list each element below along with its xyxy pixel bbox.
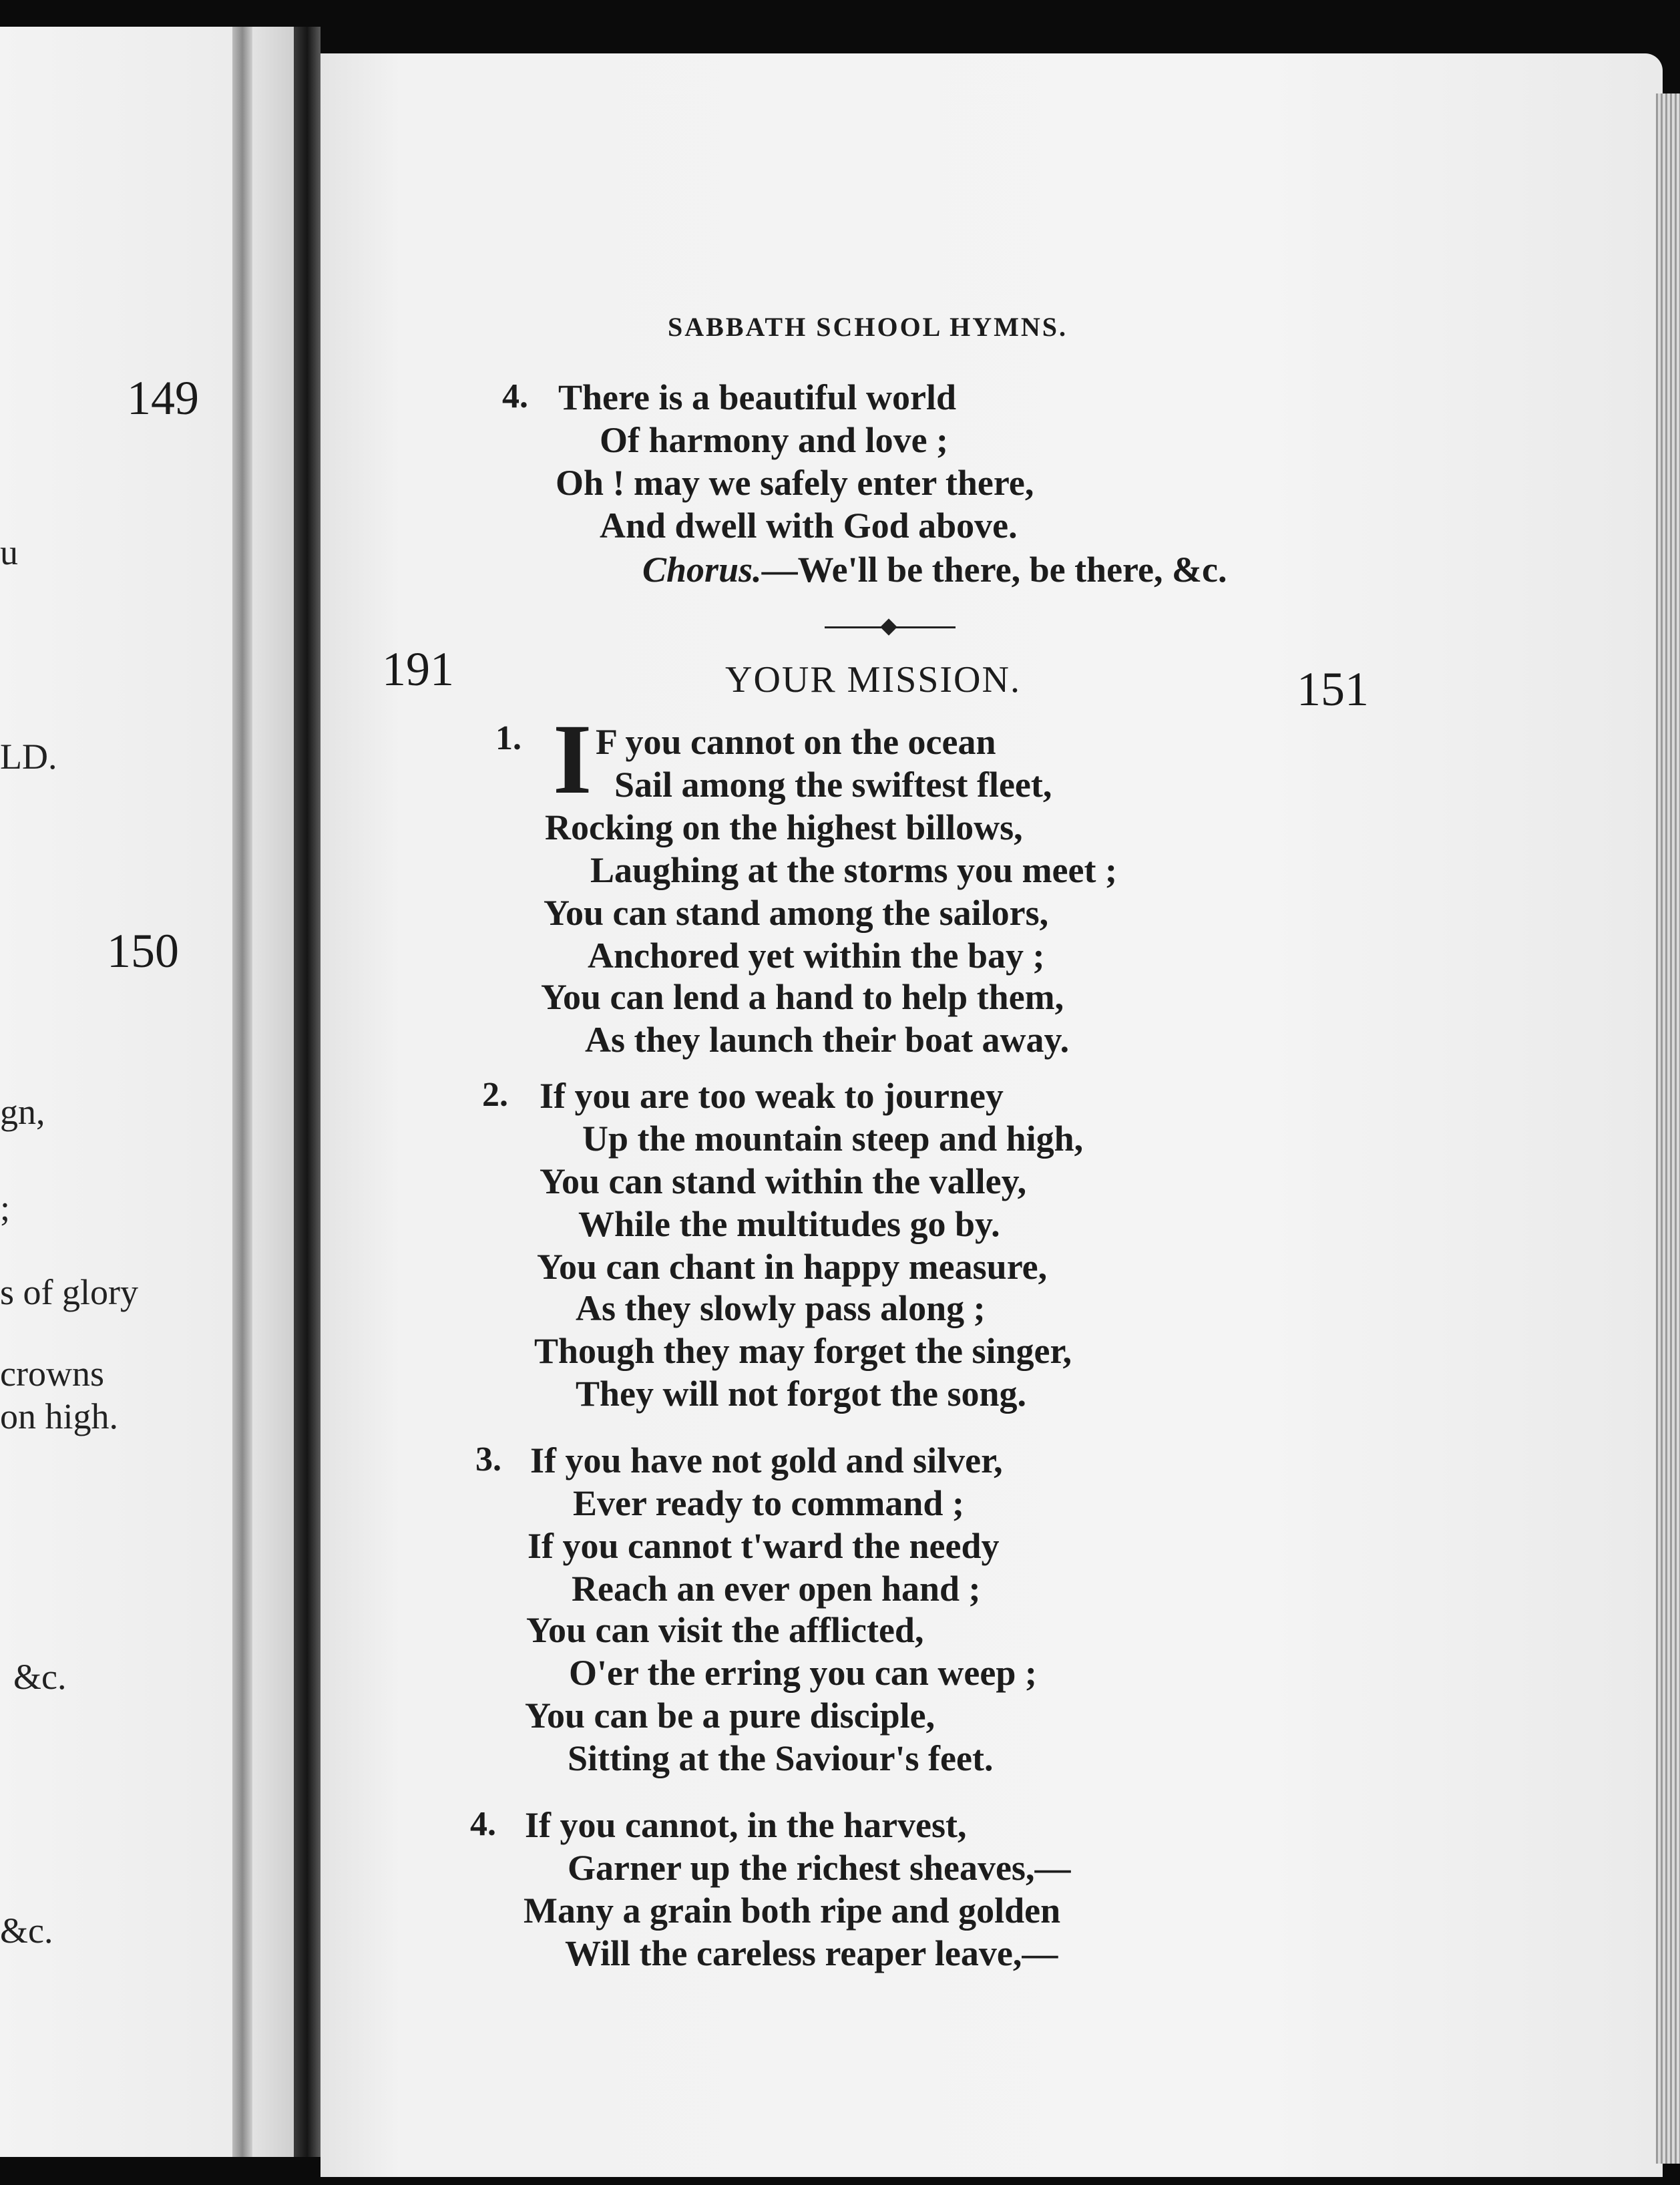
- left-page-edge: [232, 27, 252, 2157]
- left-fragment: ;: [0, 1188, 11, 1228]
- verse-line: If you cannot t'ward the needy: [528, 1526, 1000, 1566]
- verse-line: You can stand within the valley,: [540, 1161, 1027, 1201]
- verse-line: F you cannot on the ocean: [596, 722, 996, 762]
- left-fragment: s of glory: [0, 1272, 138, 1312]
- left-page-number: 149: [127, 371, 199, 425]
- verse-line: As they launch their boat away.: [585, 1020, 1070, 1060]
- verse-number: 4.: [470, 1805, 496, 1843]
- verse-line: Reach an ever open hand ;: [572, 1569, 981, 1609]
- verse-line: They will not forgot the song.: [576, 1374, 1026, 1414]
- verse-line: O'er the erring you can weep ;: [569, 1653, 1037, 1693]
- left-fragment: on high.: [0, 1396, 119, 1436]
- verse-number: 1.: [495, 719, 521, 757]
- verse-line: If you have not gold and silver,: [530, 1440, 1003, 1480]
- verse-number: 2.: [482, 1076, 508, 1114]
- verse-line: Rocking on the highest billows,: [545, 807, 1023, 847]
- verse-line: Anchored yet within the bay ;: [588, 936, 1045, 976]
- verse-line: Though they may forget the singer,: [534, 1331, 1072, 1371]
- verse-line: Sitting at the Saviour's feet.: [568, 1738, 994, 1778]
- verse-line: Many a grain both ripe and golden: [523, 1891, 1061, 1931]
- verse-line: If you cannot, in the harvest,: [525, 1805, 967, 1845]
- left-fragment: crowns: [0, 1354, 104, 1394]
- hymn-number: 191: [382, 642, 454, 696]
- page-number: 151: [1297, 662, 1369, 716]
- left-page-number: 150: [107, 924, 179, 978]
- verse-line: Sail among the swiftest fleet,: [614, 765, 1052, 805]
- running-header: SABBATH SCHOOL HYMNS.: [668, 312, 1068, 342]
- verse-line: There is a beautiful world: [558, 377, 957, 417]
- verse-line: If you are too weak to journey: [540, 1076, 1004, 1116]
- drop-cap: I: [553, 704, 592, 815]
- page-stack-edge: [1656, 93, 1680, 2164]
- verse-line: While the multitudes go by.: [578, 1204, 1000, 1244]
- verse-line: You can stand among the sailors,: [544, 893, 1049, 933]
- left-fragment: &c.: [13, 1657, 67, 1697]
- verse-line: Ever ready to command ;: [573, 1483, 964, 1523]
- verse-line: Oh ! may we safely enter there,: [556, 463, 1034, 503]
- chorus-line: [642, 552, 1227, 588]
- verse-line: Garner up the richest sheaves,—: [568, 1848, 1071, 1888]
- left-fragment: &c.: [0, 1911, 53, 1951]
- verse-line: You can chant in happy measure,: [537, 1247, 1048, 1287]
- verse-line: Of harmony and love ;: [600, 420, 949, 460]
- verse-line: You can be a pure disciple,: [525, 1696, 935, 1736]
- hymn-title: YOUR MISSION.: [725, 659, 1021, 701]
- verse-number: 3.: [475, 1440, 501, 1478]
- chorus-text: —We'll be there, be there, &c.: [761, 550, 1227, 590]
- verse-line: Will the careless reaper leave,—: [565, 1933, 1058, 1973]
- chorus-label: Chorus.: [642, 550, 762, 590]
- verse-line: You can lend a hand to help them,: [541, 977, 1064, 1017]
- left-fragment: LD.: [0, 737, 57, 777]
- verse-line: As they slowly pass along ;: [576, 1288, 986, 1328]
- left-fragment: gn,: [0, 1092, 45, 1132]
- verse-line: Laughing at the storms you meet ;: [590, 850, 1117, 890]
- verse-line: And dwell with God above.: [600, 506, 1018, 546]
- verse-number: 4.: [502, 377, 528, 415]
- verse-line: Up the mountain steep and high,: [582, 1119, 1084, 1159]
- left-fragment: u: [0, 532, 18, 572]
- book-gutter: [294, 27, 321, 2157]
- verse-line: You can visit the afflicted,: [526, 1610, 924, 1650]
